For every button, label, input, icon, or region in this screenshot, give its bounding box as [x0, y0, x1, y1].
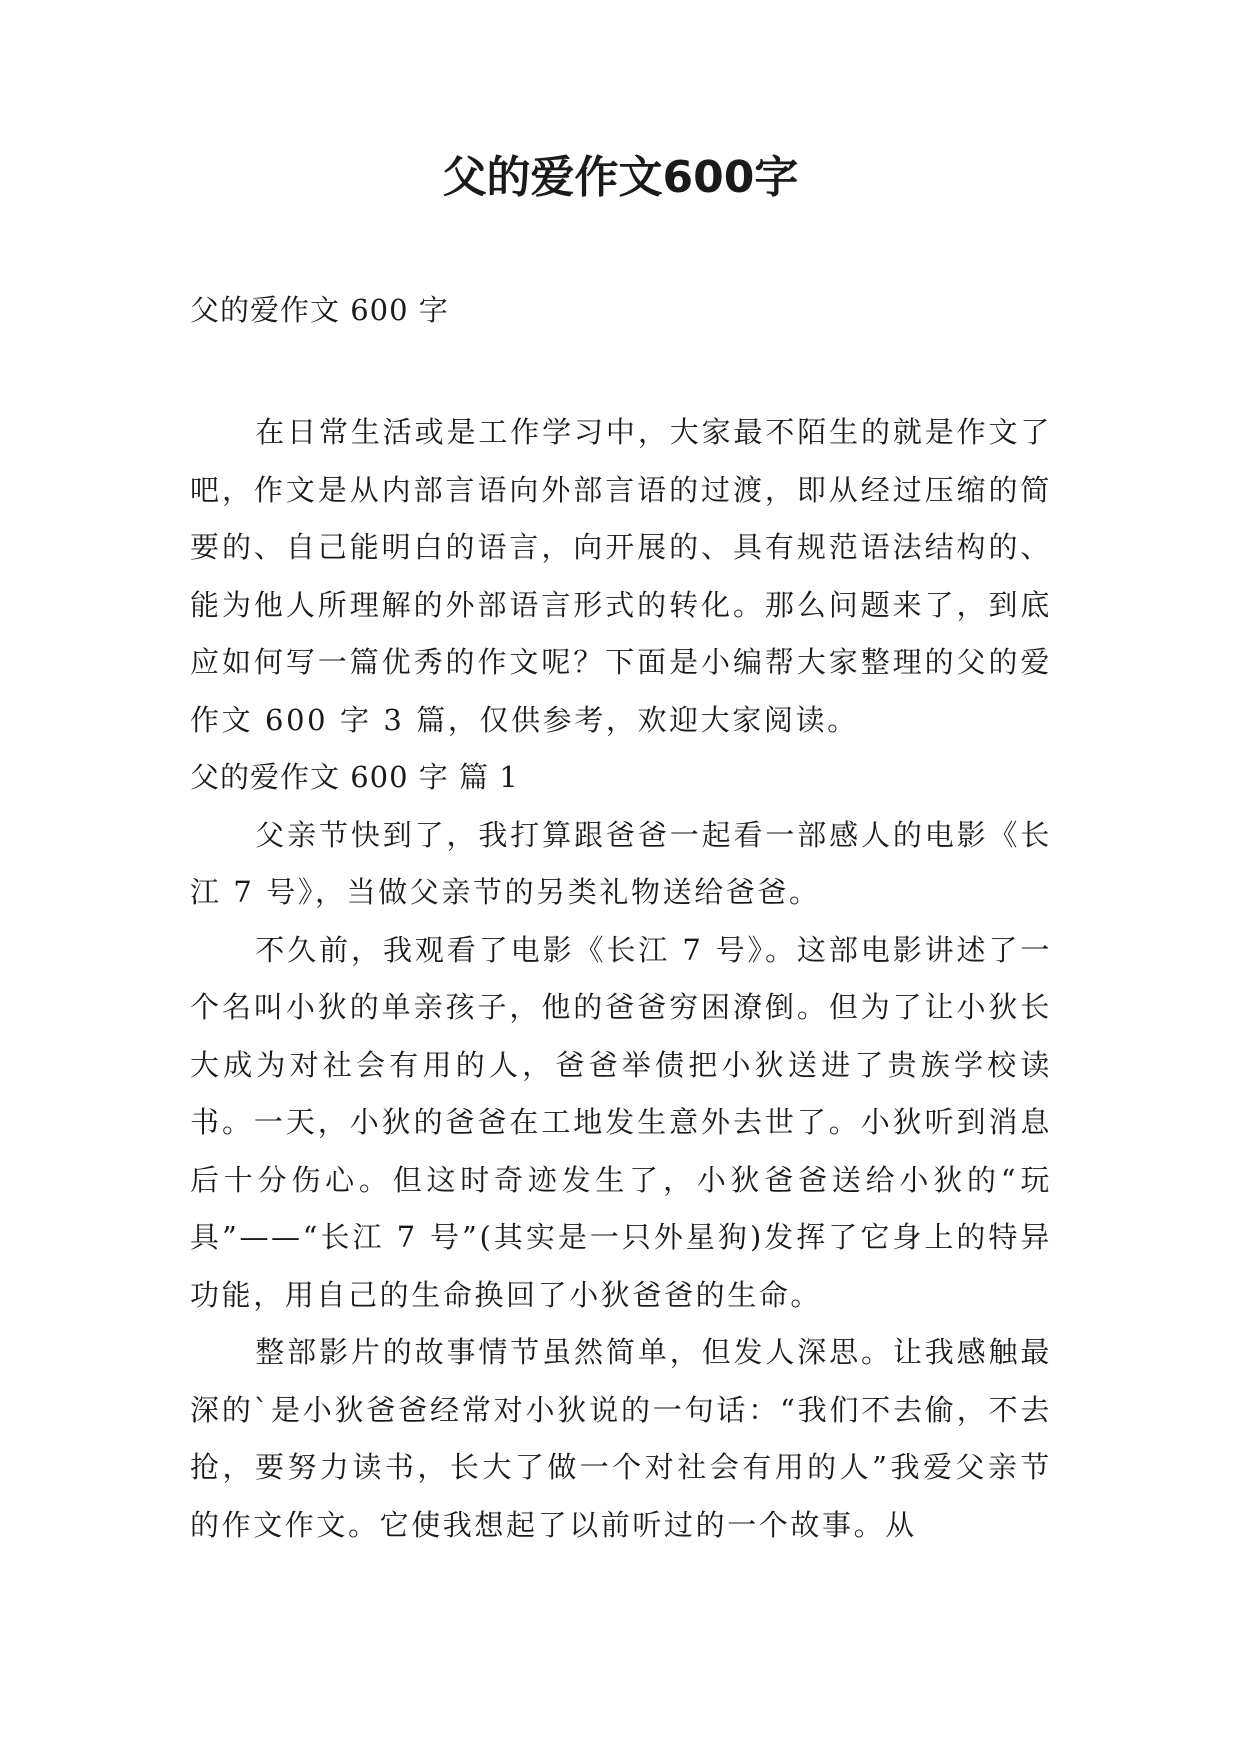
body-paragraph: 不久前，我观看了电影《长江 7 号》。这部电影讲述了一个名叫小狄的单亲孩子，他的爸爸穷困潦倒。但为了让小狄长大成为对社会有用的人，爸爸举债把小狄送进了贵族学校读书。一天，小狄的爸爸在工地发生意外去世了。小狄听到消息后十分伤心。但这时奇迹发生了，小狄爸爸送给小狄的“玩具”——“长江 7 号”(其实是一只外星狗)发挥了它身上的特异功能，用自己的生命换回了小狄爸爸的生命。	[190, 932, 1052, 1312]
section-heading: 父的爱作文 600 字 篇 1	[190, 760, 519, 794]
document-body	[190, 404, 1052, 1554]
intro-paragraph: 在日常生活或是工作学习中，大家最不陌生的就是作文了吧，作文是从内部言语向外部言语的过渡，即从经过压缩的简要的、自己能明白的语言，向开展的、具有规范语法结构的、能为他人所理解的外部语言形式的转化。那么问题来了，到底应如何写一篇优秀的作文呢？下面是小编帮大家整理的父的爱作文 600 字 3 篇，仅供参考，欢迎大家阅读。	[190, 415, 1052, 737]
body-paragraph: 整部影片的故事情节虽然简单，但发人深思。让我感触最深的`是小狄爸爸经常对小狄说的一句话：“我们不去偷，不去抢，要努力读书，长大了做一个对社会有用的人”我爱父亲节的作文作文。它使我想起了以前听过的一个故事。从	[190, 1335, 1052, 1542]
document-subtitle: 父的爱作文 600 字	[190, 293, 449, 327]
document-title: 父的爱作文600字	[442, 152, 799, 203]
body-paragraph: 父亲节快到了，我打算跟爸爸一起看一部感人的电影《长江 7 号》，当做父亲节的另类礼物送给爸爸。	[190, 817, 1052, 909]
